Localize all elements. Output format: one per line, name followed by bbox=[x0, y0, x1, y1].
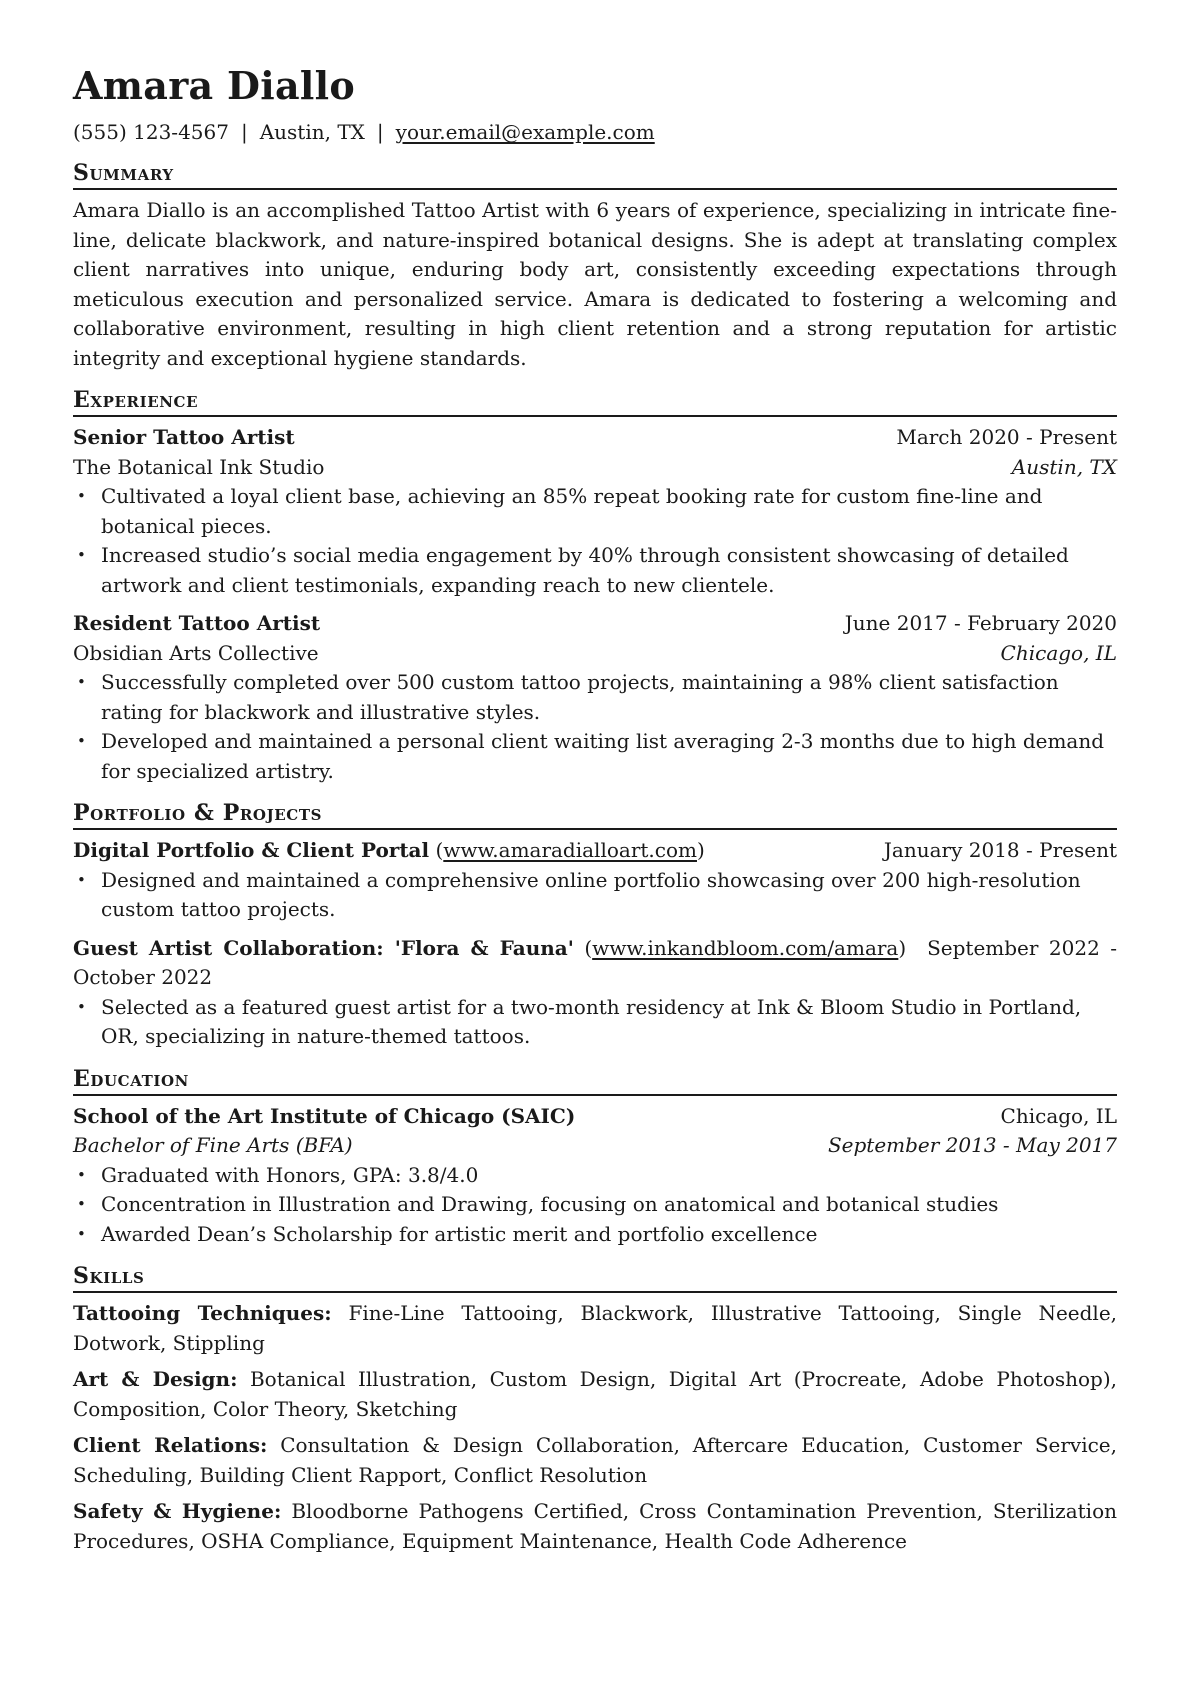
education-bullets bbox=[73, 1161, 1117, 1250]
contact-separator: | bbox=[240, 120, 248, 144]
degree-name: Bachelor of Fine Arts (BFA) bbox=[73, 1133, 353, 1157]
skill-group-label: Client Relations: bbox=[73, 1433, 268, 1457]
school-name: School of the Art Institute of Chicago (SAIC) bbox=[73, 1103, 576, 1128]
project-dates: January 2018 - Present bbox=[883, 838, 1117, 862]
skill-group-items: Botanical Illustration, Custom Design, Digital Art (Procreate, Adobe Photoshop), Composition, Color Theory, Sketching bbox=[73, 1367, 1118, 1421]
project-bullets bbox=[73, 866, 1117, 925]
job-dates: June 2017 - February 2020 bbox=[844, 611, 1117, 635]
job-header-row bbox=[73, 609, 1117, 639]
summary-section bbox=[73, 158, 1117, 373]
section-title-education: Education bbox=[73, 1064, 1117, 1096]
job-location: Austin, TX bbox=[1011, 454, 1117, 479]
project-entry bbox=[73, 836, 1117, 925]
skill-group bbox=[73, 1299, 1117, 1358]
job-bullets bbox=[73, 482, 1117, 600]
skill-group-label: Tattooing Techniques: bbox=[73, 1301, 332, 1325]
job-title: Resident Tattoo Artist bbox=[73, 611, 321, 635]
bullet-item: • Successfully completed over 500 custom tattoo projects, maintaining a 98% client satisfaction rating for blackwork and illustrative styles. bbox=[101, 668, 1117, 727]
email-link[interactable]: your.email@example.com bbox=[395, 120, 655, 144]
bullet-item: • Increased studio’s social media engagement by 40% through consistent showcasing of detailed artwork and client testimonials, expanding reach to new clientele. bbox=[101, 541, 1117, 600]
project-name: Digital Portfolio & Client Portal bbox=[73, 838, 430, 862]
contact-line bbox=[73, 118, 1117, 146]
bullet-item: • Awarded Dean’s Scholarship for artistic merit and portfolio excellence bbox=[101, 1220, 1117, 1250]
job-location: Chicago, IL bbox=[1000, 640, 1117, 665]
resume-header bbox=[73, 62, 1117, 146]
skill-group bbox=[73, 1431, 1117, 1490]
job-bullets bbox=[73, 668, 1117, 786]
school-location: Chicago, IL bbox=[1000, 1103, 1117, 1128]
job-dates: March 2020 - Present bbox=[896, 425, 1117, 449]
candidate-name: Amara Diallo bbox=[73, 63, 356, 108]
job-entry bbox=[73, 609, 1117, 786]
skill-group-items: Fine-Line Tattooing, Blackwork, Illustrative Tattooing, Single Needle, Dotwork, Stippling bbox=[73, 1301, 1118, 1355]
section-title-summary: Summary bbox=[73, 158, 1117, 190]
project-header-row: Guest Artist Collaboration: 'Flora & Fauna' (www.inkandbloom.com/amara) September 2022 - October 2022 bbox=[73, 935, 1117, 989]
section-title-portfolio: Portfolio & Projects bbox=[73, 798, 1117, 830]
skill-group-items: Consultation & Design Collaboration, Aftercare Education, Customer Service, Scheduling, Building Client Rapport, Conflict Resolution bbox=[73, 1433, 1118, 1487]
job-company-row bbox=[73, 639, 1117, 669]
job-company: The Botanical Ink Studio bbox=[73, 454, 325, 479]
bullet-item: • Concentration in Illustration and Drawing, focusing on anatomical and botanical studies bbox=[101, 1190, 1117, 1220]
school-row bbox=[73, 1102, 1117, 1132]
skill-group-items: Bloodborne Pathogens Certified, Cross Contamination Prevention, Sterilization Procedures, OSHA Compliance, Equipment Maintenance, Health Code Adherence bbox=[73, 1499, 1117, 1553]
summary-text: Amara Diallo is an accomplished Tattoo Artist with 6 years of experience, specializing in intricate fine-line, delicate blackwork, and nature-inspired botanical designs. She is adept at translating complex client narratives into unique, enduring body art, consistently exceeding expectations through meticulous execution and personalized service. Amara is dedicated to fostering a welcoming and collaborative environment, resulting in high client retention and a strong reputation for artistic integrity and exceptional hygiene standards. bbox=[73, 198, 1117, 370]
contact-separator: | bbox=[376, 120, 384, 144]
skill-group-label: Art & Design: bbox=[73, 1367, 238, 1391]
project-link[interactable]: www.inkandbloom.com/amara bbox=[592, 935, 899, 960]
project-header-row bbox=[73, 836, 1117, 866]
project-entry bbox=[73, 934, 1117, 1052]
location: Austin, TX bbox=[259, 120, 365, 144]
skill-group bbox=[73, 1497, 1117, 1556]
bullet-item: • Cultivated a loyal client base, achieving an 85% repeat booking rate for custom fine-line and botanical pieces. bbox=[101, 482, 1117, 541]
project-link[interactable]: www.amaradialloart.com bbox=[443, 838, 697, 862]
education-section bbox=[73, 1064, 1117, 1250]
bullet-item: • Developed and maintained a personal client waiting list averaging 2-3 months due to high demand for specialized artistry. bbox=[101, 727, 1117, 786]
portfolio-section bbox=[73, 798, 1117, 1052]
bullet-item: • Selected as a featured guest artist for a two-month residency at Ink & Bloom Studio in Portland, OR, specializing in nature-themed tattoos. bbox=[101, 993, 1117, 1052]
skills-section bbox=[73, 1261, 1117, 1556]
phone-number: (555) 123-4567 bbox=[73, 120, 229, 144]
section-title-skills: Skills bbox=[73, 1261, 1117, 1293]
job-header-row bbox=[73, 423, 1117, 453]
job-company-row bbox=[73, 453, 1117, 483]
job-entry bbox=[73, 423, 1117, 600]
skill-group bbox=[73, 1365, 1117, 1424]
skill-group-label: Safety & Hygiene: bbox=[73, 1499, 282, 1523]
bullet-item: • Designed and maintained a comprehensive online portfolio showcasing over 200 high-resolution custom tattoo projects. bbox=[101, 866, 1117, 925]
project-name: Guest Artist Collaboration: 'Flora & Fauna' bbox=[73, 935, 574, 960]
experience-section bbox=[73, 385, 1117, 786]
bullet-item: • Graduated with Honors, GPA: 3.8/4.0 bbox=[101, 1161, 1117, 1191]
project-bullets bbox=[73, 993, 1117, 1052]
project-heading: Digital Portfolio & Client Portal (www.amaradialloart.com) bbox=[73, 838, 705, 862]
section-title-experience: Experience bbox=[73, 385, 1117, 417]
job-company: Obsidian Arts Collective bbox=[73, 640, 319, 665]
degree-dates: September 2013 - May 2017 bbox=[827, 1133, 1117, 1157]
degree-row bbox=[73, 1131, 1117, 1161]
project-dates: September 2022 - October 2022 bbox=[73, 935, 1117, 989]
job-title: Senior Tattoo Artist bbox=[73, 425, 295, 449]
